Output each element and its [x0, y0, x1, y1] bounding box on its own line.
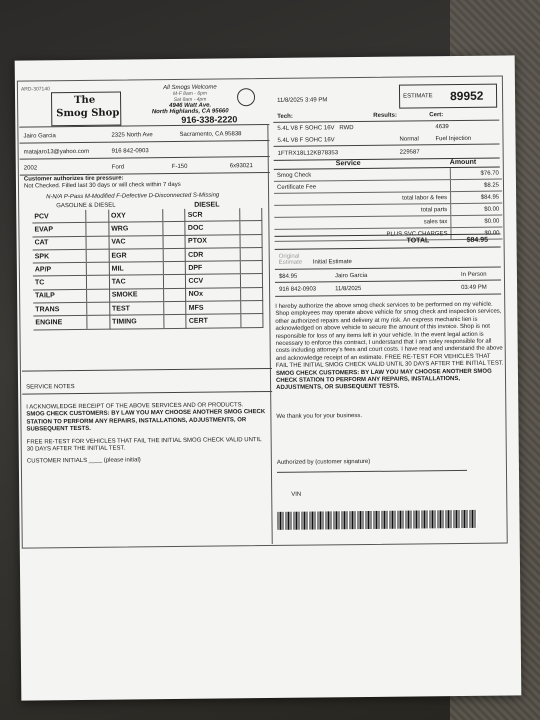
fuel-type: Fuel Injection	[435, 135, 472, 143]
code-label: TAC	[109, 275, 163, 289]
form-border	[17, 76, 508, 549]
vehicle-make: Ford	[111, 164, 125, 171]
ard-number: ARD-307140	[20, 86, 50, 93]
service-name: Certificate Fee	[274, 180, 451, 194]
ack-law-notice: SMOG CHECK CUSTOMERS: BY LAW YOU MAY CHOOSE ANOTHER SMOG CHECK STATION TO PERFORM ANY REPAIRS, INSTALLATIONS, ADJUSTMENTS, OR SUBSEQUENT TESTS.	[26, 409, 266, 433]
estimate-time: 03:49 PM	[461, 284, 487, 291]
tire-title: Customer authorizes tire pressure:	[23, 175, 124, 183]
code-label: NOx	[186, 288, 240, 302]
drive-type: RWD	[339, 125, 354, 132]
hours-weekday: M-F 8am - 6pm	[172, 90, 208, 97]
service-amount: $76.70	[450, 168, 502, 180]
customer-name: Jairo Garcia	[23, 133, 56, 140]
service-amount: $84.95	[451, 191, 503, 204]
shop-address: 4946 Watt Ave.	[169, 102, 212, 110]
customer-phone: 916 842-0903	[111, 148, 149, 155]
test-type: Normal	[399, 136, 419, 143]
code-label: CAT	[33, 236, 87, 250]
code-label: WRG	[109, 222, 163, 236]
code-label: CCV	[186, 274, 240, 288]
estimate-amount: $84.95	[278, 273, 298, 280]
code-label: VAC	[109, 235, 163, 249]
gas-diesel-header: GASOLINE & DIESEL	[56, 202, 116, 210]
customer-city: Sacramento, CA 95838	[179, 131, 242, 138]
vehicle-plate: 6x93021	[229, 163, 253, 170]
code-label: CDR	[186, 248, 240, 262]
service-name: total parts	[274, 204, 451, 218]
retest-text: FREE RE-TEST FOR VEHICLES THAT FAIL THE INITIAL SMOG CHECK VALID UNTIL 30 DAYS AFTER THE INITIAL TEST.	[26, 436, 262, 453]
estimate-method: In Person	[460, 271, 487, 278]
estimate-phone: 916 842-0903	[279, 286, 317, 293]
customer-address: 2325 North Ave	[111, 132, 153, 139]
service-name: sales tax	[274, 216, 451, 230]
vehicle-year: 2002	[23, 165, 38, 172]
service-amount: $0.00	[451, 227, 503, 240]
service-name: Smog Check	[274, 168, 451, 181]
code-label: SPK	[33, 249, 87, 263]
logo-text-2: Smog Shop	[56, 107, 120, 120]
cert-label: Cert:	[429, 112, 444, 119]
shop-city: North Highlands, CA 95660	[151, 108, 229, 116]
vin-label: VIN	[291, 491, 302, 498]
customer-email: matajaro13@yahoo.com	[23, 148, 90, 156]
engine-spec: 5.4L V8 F SOHC 16V	[277, 125, 335, 132]
service-col-header: Service	[335, 160, 361, 168]
vehicle-model: F-150	[171, 163, 188, 170]
hours-saturday: Sat 8am - 4pm	[173, 96, 207, 103]
code-label: TC	[33, 276, 87, 290]
code-label: TIMING	[110, 315, 164, 329]
cert-value: 4639	[435, 124, 449, 131]
invoice-date: 11/8/2025 3:49 PM	[277, 97, 328, 104]
code-label: DOC	[185, 221, 239, 235]
invoice-number: 89952	[449, 88, 484, 104]
total-label: TOTAL	[406, 237, 430, 245]
diesel-header: DIESEL	[194, 201, 220, 209]
doc-type: ESTIMATE	[403, 93, 433, 100]
code-label: PTOX	[185, 234, 239, 248]
tire-note: Not Checked. Filled last 30 days or will check within 7 days	[23, 181, 181, 190]
service-amount: $0.00	[451, 203, 503, 216]
auth-body: I hereby authorize the above smog check services to be performed on my vehicle. Shop employees may operate above vehicle for smog check and inspection services, other authorized repairs and delivery at my risk. An express mechanic lien is acknowledged on above vehicle to secure the amount of this invoice. Shop is not responsible for loss of any items left in your vehicle. In the event legal action is necessary to enforce this contract, I understand that I am soley responsible for all costs including attorney's fees and court costs. I have read and understand the above and acknowledge receipt of an estimate. FREE RE-TEST FOR VEHICLES THAT FAIL THE INITIAL SMOG CHECK VALID UNTIL 30 DAYS AFTER THE INITIAL TEST.	[275, 301, 504, 370]
tech-label: Tech:	[277, 113, 293, 120]
code-label: TAILP	[33, 289, 87, 303]
code-label: TEST	[109, 302, 163, 316]
ack-text: I ACKNOWLEDGE RECEIPT OF THE ABOVE SERVICES AND OR PRODUCTS.	[26, 402, 244, 411]
code-label: CERT	[186, 314, 240, 328]
amount-col-header: Amount	[449, 158, 477, 167]
customer-initials: CUSTOMER INITIALS ____ (please initial)	[26, 457, 141, 465]
code-label: PCV	[32, 210, 86, 223]
code-label: MFS	[186, 301, 240, 315]
original-estimate-label: Original Estimate	[278, 253, 303, 266]
auth-law-notice: SMOG CHECK CUSTOMERS: BY LAW YOU MAY CHOOSE ANOTHER SMOG CHECK STATION TO PERFORM ANY REPAIRS, INSTALLATIONS, ADJUSTMENTS, OR SUBSEQUENT TESTS.	[275, 368, 492, 392]
service-name: PLUS SVC CHARGES	[274, 228, 451, 242]
thanks-text: We thank you for your business.	[276, 413, 363, 420]
engine-spec-2: 5.4L V8 F SOHC 16V	[277, 137, 335, 144]
code-label: TRANS	[33, 302, 87, 316]
total-amount: $84.95	[466, 236, 489, 244]
results-label: Results:	[373, 112, 397, 119]
code-label: ENGINE	[33, 316, 87, 330]
code-label: SMOKE	[109, 288, 163, 302]
service-notes-label: SERVICE NOTES	[26, 384, 75, 391]
welcome-text: All Smogs Welcome	[163, 84, 217, 92]
vin-number: 1FTRX18L12KB78353	[277, 150, 339, 157]
estimate-date: 11/8/2025	[335, 286, 362, 293]
code-label: SCR	[185, 208, 239, 221]
estimate-auth-by: Jairo Garcia	[334, 272, 368, 280]
invoice-sheet	[15, 55, 522, 700]
code-label: DPF	[186, 261, 240, 275]
status-legend: N-N/A P-Pass M-Modified F-Defective D-Disconnected S-Missing	[46, 192, 220, 201]
code-label: OXY	[108, 209, 162, 222]
code-label: EVAP	[32, 223, 86, 237]
signature-label: Authorized by (customer signature)	[276, 458, 371, 466]
service-amount: $0.00	[451, 215, 503, 228]
shop-phone: 916-338-2220	[181, 114, 238, 125]
code-label: MIL	[109, 262, 163, 276]
service-name: total labor & fees	[274, 192, 451, 206]
initial-estimate: Initial Estimate	[312, 259, 352, 266]
odometer: 229587	[399, 149, 420, 156]
logo-text-1: The	[74, 94, 96, 107]
service-amount: $8.25	[450, 179, 502, 192]
code-label: EGR	[109, 248, 163, 262]
code-label: AP/P	[33, 263, 87, 277]
